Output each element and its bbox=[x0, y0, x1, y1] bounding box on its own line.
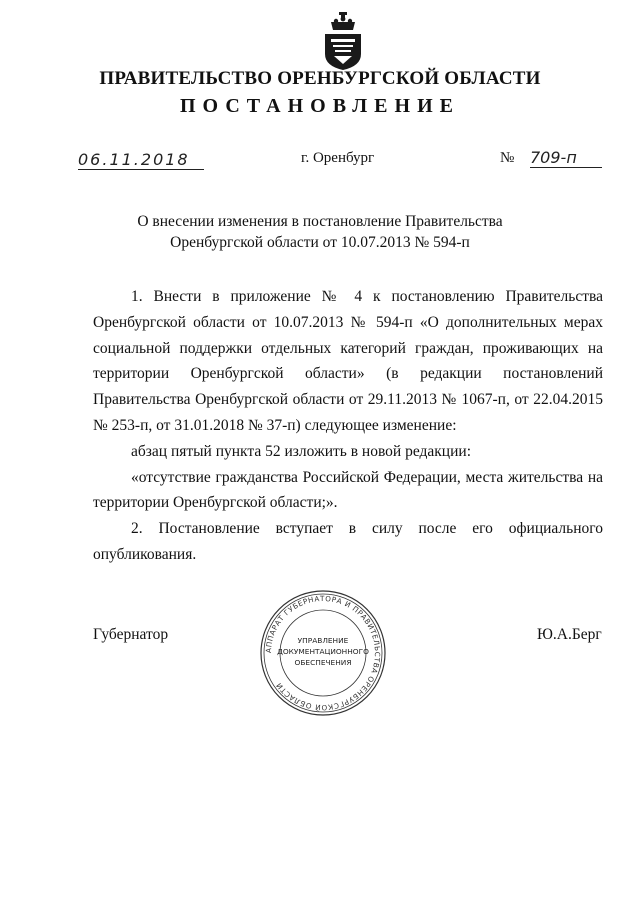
government-name: ПРАВИТЕЛЬСТВО ОРЕНБУРГСКОЙ ОБЛАСТИ bbox=[99, 68, 541, 89]
paragraph-4: 2. Постановление вступает в силу после его официального опубликования. bbox=[93, 520, 603, 563]
stamp-ring-text: АППАРАТ ГУБЕРНАТОРА И ПРАВИТЕЛЬСТВА ОРЕНБУРГСКОЙ ОБЛАСТИ bbox=[263, 593, 383, 713]
document-type: ПОСТАНОВЛЕНИЕ bbox=[180, 95, 460, 117]
coat-of-arms-icon bbox=[322, 12, 364, 70]
stamp-center-line-2: ДОКУМЕНТАЦИОННОГО bbox=[277, 647, 369, 656]
subject-line-1: О внесении изменения в постановление Правительства bbox=[137, 213, 503, 230]
document-number: 709-п bbox=[530, 149, 602, 168]
document-body bbox=[93, 284, 603, 568]
paragraph-3: «отсутствие гражданства Российской Федерации, места жительства на территории Оренбургской области;». bbox=[93, 468, 603, 512]
number-sign: № bbox=[500, 150, 515, 166]
paragraph-1: 1. Внести в приложение № 4 к постановлению Правительства Оренбургской области от 10.07.2013 № 594-п «О дополнительных мерах социальной поддержки отдельных категорий граждан, проживающих на территории Оренбургской области» (в редакции постановлений Правительства Оренбургской области от 29.11.2013 № 1067-п, от 22.04.2015 № 253-п, от 31.01.2018 № 37-п) следующее изменение: bbox=[93, 288, 603, 434]
official-stamp bbox=[258, 588, 388, 718]
document-city: г. Оренбург bbox=[301, 150, 375, 166]
stamp-center-line-3: ОБЕСПЕЧЕНИЯ bbox=[294, 658, 352, 667]
paragraph-2: абзац пятый пункта 52 изложить в новой редакции: bbox=[131, 442, 472, 460]
signer-position: Губернатор bbox=[93, 626, 169, 643]
signer-name: Ю.А.Берг bbox=[537, 626, 602, 643]
document-subject bbox=[0, 211, 640, 253]
subject-line-2: Оренбургской области от 10.07.2013 № 594-п bbox=[170, 234, 470, 251]
document-date: 06.11.2018 bbox=[78, 151, 204, 170]
stamp-center-line-1: УПРАВЛЕНИЕ bbox=[297, 636, 349, 645]
